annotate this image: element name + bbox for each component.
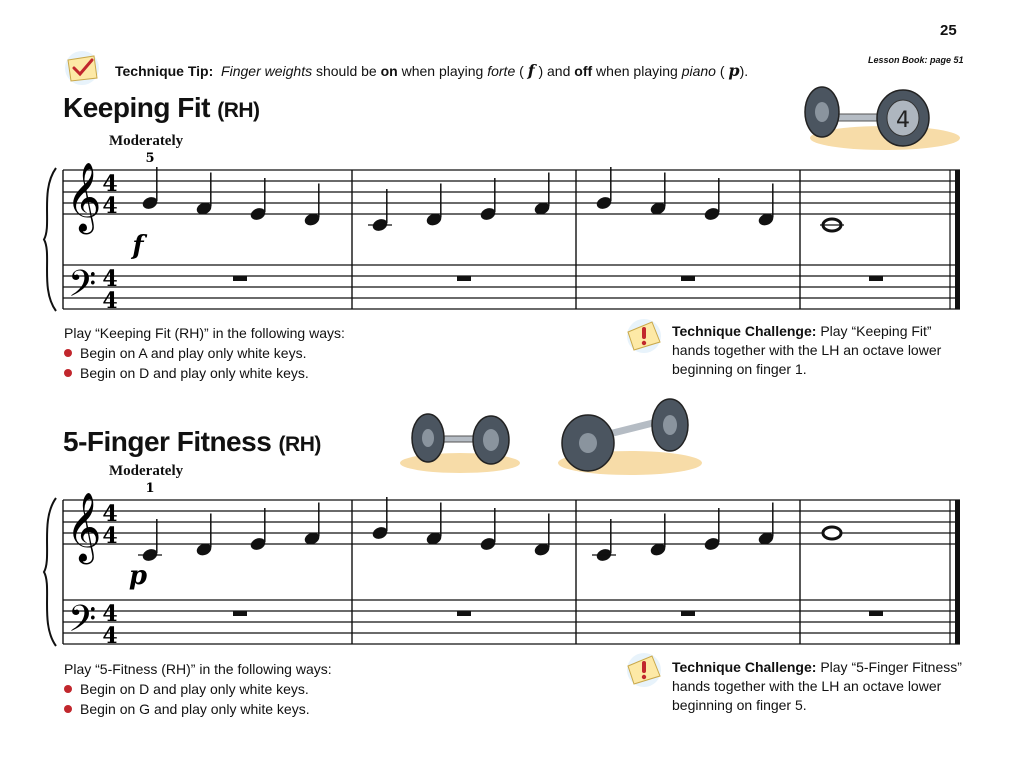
- bass-time-signature-top: 4: [102, 601, 118, 627]
- whole-rest: [457, 276, 471, 281]
- tip-text: should be: [312, 63, 381, 79]
- bass-time-signature-top: 4: [102, 266, 118, 292]
- tip-forte: forte: [487, 63, 516, 79]
- whole-rest: [233, 611, 247, 616]
- treble-time-signature-bottom: 4: [102, 193, 118, 219]
- tip-text: (: [715, 63, 729, 79]
- tip-text: (: [515, 63, 528, 79]
- piece2-title-text: 5-Finger Fitness: [63, 426, 272, 457]
- treble-time-signature-top: 4: [102, 501, 118, 527]
- piece2-tempo: Moderately: [109, 463, 184, 479]
- dynamic-marking: p: [128, 561, 148, 591]
- instructions-intro: Play “5-Fitness (RH)” in the following ways:: [64, 661, 332, 677]
- piece1-hand: (RH): [217, 99, 260, 122]
- finger-number: 1: [145, 481, 155, 496]
- tip-text: ) and: [534, 63, 575, 79]
- whole-rest: [681, 276, 695, 281]
- tip-text: when playing: [592, 63, 682, 79]
- lesson-reference: Lesson Book: page 51: [868, 55, 964, 65]
- whole-rest: [681, 611, 695, 616]
- forte-symbol: f: [527, 61, 535, 80]
- whole-rest: [869, 276, 883, 281]
- bass-time-signature-bottom: 4: [102, 623, 118, 649]
- page-number: 25: [940, 22, 957, 39]
- bass-clef: 𝄢: [68, 263, 97, 314]
- piece1-tempo: Moderately: [109, 133, 184, 149]
- weight-number: 4: [896, 108, 910, 133]
- bullet-text: Begin on A and play only white keys.: [80, 345, 307, 361]
- piece1-title-text: Keeping Fit: [63, 92, 210, 123]
- tip-piano: piano: [681, 63, 716, 79]
- final-barline: [955, 500, 960, 644]
- tip-label: Technique Tip:: [115, 63, 214, 79]
- bullet-text: Begin on D and play only white keys.: [80, 365, 309, 381]
- tip-on: on: [380, 63, 398, 79]
- tip-text: when playing: [397, 63, 488, 79]
- finger-number: 5: [145, 151, 155, 166]
- challenge-text: Play “5-Finger Fitness” hands together with the LH an octave lower beginning on finger 5.: [672, 659, 962, 713]
- whole-rest: [233, 276, 247, 281]
- bass-clef: 𝄢: [68, 598, 97, 649]
- piano-symbol: p: [728, 61, 740, 80]
- bass-time-signature-bottom: 4: [102, 288, 118, 314]
- challenge-label: Technique Challenge:: [672, 323, 817, 339]
- brace: [44, 168, 56, 311]
- treble-time-signature-bottom: 4: [102, 523, 118, 549]
- dynamic-marking: f: [132, 231, 144, 261]
- treble-time-signature-top: 4: [102, 171, 118, 197]
- whole-note: [823, 527, 841, 539]
- whole-rest: [869, 611, 883, 616]
- bullet-text: Begin on G and play only white keys.: [80, 701, 310, 717]
- challenge-text: Play “Keeping Fit” hands together with the LH an octave lower beginning on finger 1.: [672, 323, 942, 377]
- treble-clef: 𝄞: [66, 162, 102, 232]
- whole-rest: [457, 611, 471, 616]
- piece2-hand: (RH): [278, 433, 321, 456]
- brace: [44, 498, 56, 646]
- instructions-intro: Play “Keeping Fit (RH)” in the following ways:: [64, 325, 345, 341]
- tip-off: off: [574, 63, 593, 79]
- bullet-text: Begin on D and play only white keys.: [80, 681, 309, 697]
- treble-clef: 𝄞: [66, 492, 102, 562]
- final-barline: [955, 170, 960, 309]
- challenge-label: Technique Challenge:: [672, 659, 817, 675]
- tip-text: ).: [739, 63, 749, 79]
- tip-text: Finger weights: [221, 63, 313, 79]
